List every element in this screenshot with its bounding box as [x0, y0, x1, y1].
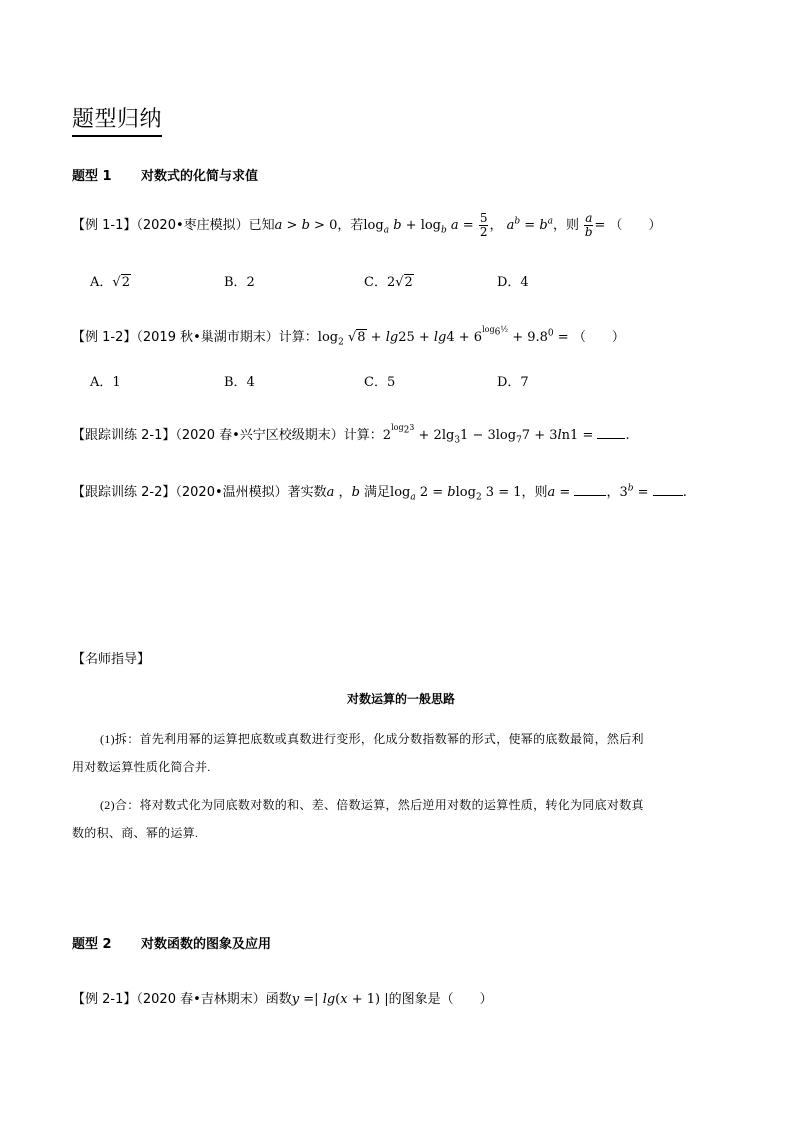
- example-tag: 【例 2-1】: [72, 992, 137, 1007]
- teacher-guide-tag: 【名师指导】: [72, 652, 151, 667]
- training-2-1: 【跟踪训练 2-1】（2020 春•兴宁区校级期末）计算：$2^{log_23} + 2\lg_31 - 3\log_77 + 3\ln 1$ = .: [72, 423, 630, 446]
- example-1-1: 【例 1-1】（2020•枣庄模拟）已知a > b > 0，若$\log_a b + \log_b a$ = $\frac{5}{2}$ ， $a^b = b^a$，则 $\frac{a}{b}$ = （ ）: [72, 211, 662, 239]
- training-source: （2020 春•兴宁区校级期末）: [175, 428, 344, 443]
- example-source: （2019 秋•巢湖市期末）: [136, 330, 279, 345]
- training-source: （2020•温州模拟）: [175, 485, 288, 500]
- choice-a: A．1: [90, 375, 121, 390]
- section-1-label: 题型 1: [72, 169, 112, 184]
- training-tag: 【跟踪训练 2-2】: [72, 485, 176, 500]
- training-2-2: 【跟踪训练 2-2】（2020•温州模拟）著实数a ，b 满足$\log_a 2 = blog_2$ 3 = 1，则a = ，$3^b$ = .: [72, 483, 687, 503]
- guide-paragraph-2-cont: 数的积、商、幂的运算.: [72, 826, 199, 840]
- example-tag: 【例 1-2】: [72, 330, 137, 345]
- guide-paragraph-1-cont: 用对数运算性质化简合并.: [72, 760, 211, 774]
- guide-paragraph-1: (1)拆：首先利用幂的运算把底数或真数进行变形，化成分数指数幂的形式，使幂的底数最简，然后利: [100, 732, 644, 746]
- example-source: （2020 春•吉林期末）: [136, 992, 266, 1007]
- choice-a: A．√2: [90, 275, 130, 290]
- choice-d: D．7: [497, 375, 529, 390]
- section-2-title: 对数函数的图象及应用: [141, 937, 272, 952]
- section-1-title: 对数式的化简与求值: [141, 169, 259, 184]
- example-source: （2020•枣庄模拟）: [136, 218, 249, 233]
- choice-c: C．5: [364, 375, 396, 390]
- choice-b: B．4: [224, 375, 255, 390]
- choice-c: C．2√2: [364, 275, 413, 290]
- choice-d: D．4: [497, 275, 529, 290]
- training-tag: 【跟踪训练 2-1】: [72, 428, 176, 443]
- page-heading: 题型归纳: [72, 102, 162, 137]
- example-1-2: 【例 1-2】（2019 秋•巢湖市期末）计算：$\log_2 √8 + \lg 25 + \lg 4 + 6^{log_6\frac{1}{2}} + 9.8^0$ = （ ）: [72, 325, 625, 348]
- teacher-guide-title: 对数运算的一般思路: [347, 692, 456, 706]
- example-tag: 【例 1-1】: [72, 218, 137, 233]
- guide-paragraph-2: (2)合：将对数式化为同底数对数的和、差、倍数运算，然后逆用对数的运算性质，转化为同底对数真: [100, 798, 644, 812]
- choice-b: B．2: [224, 275, 255, 290]
- section-2-label: 题型 2: [72, 937, 112, 952]
- example-2-1: 【例 2-1】（2020 春•吉林期末）函数y =| lg(x + 1) |的图象是（ ）: [72, 992, 493, 1007]
